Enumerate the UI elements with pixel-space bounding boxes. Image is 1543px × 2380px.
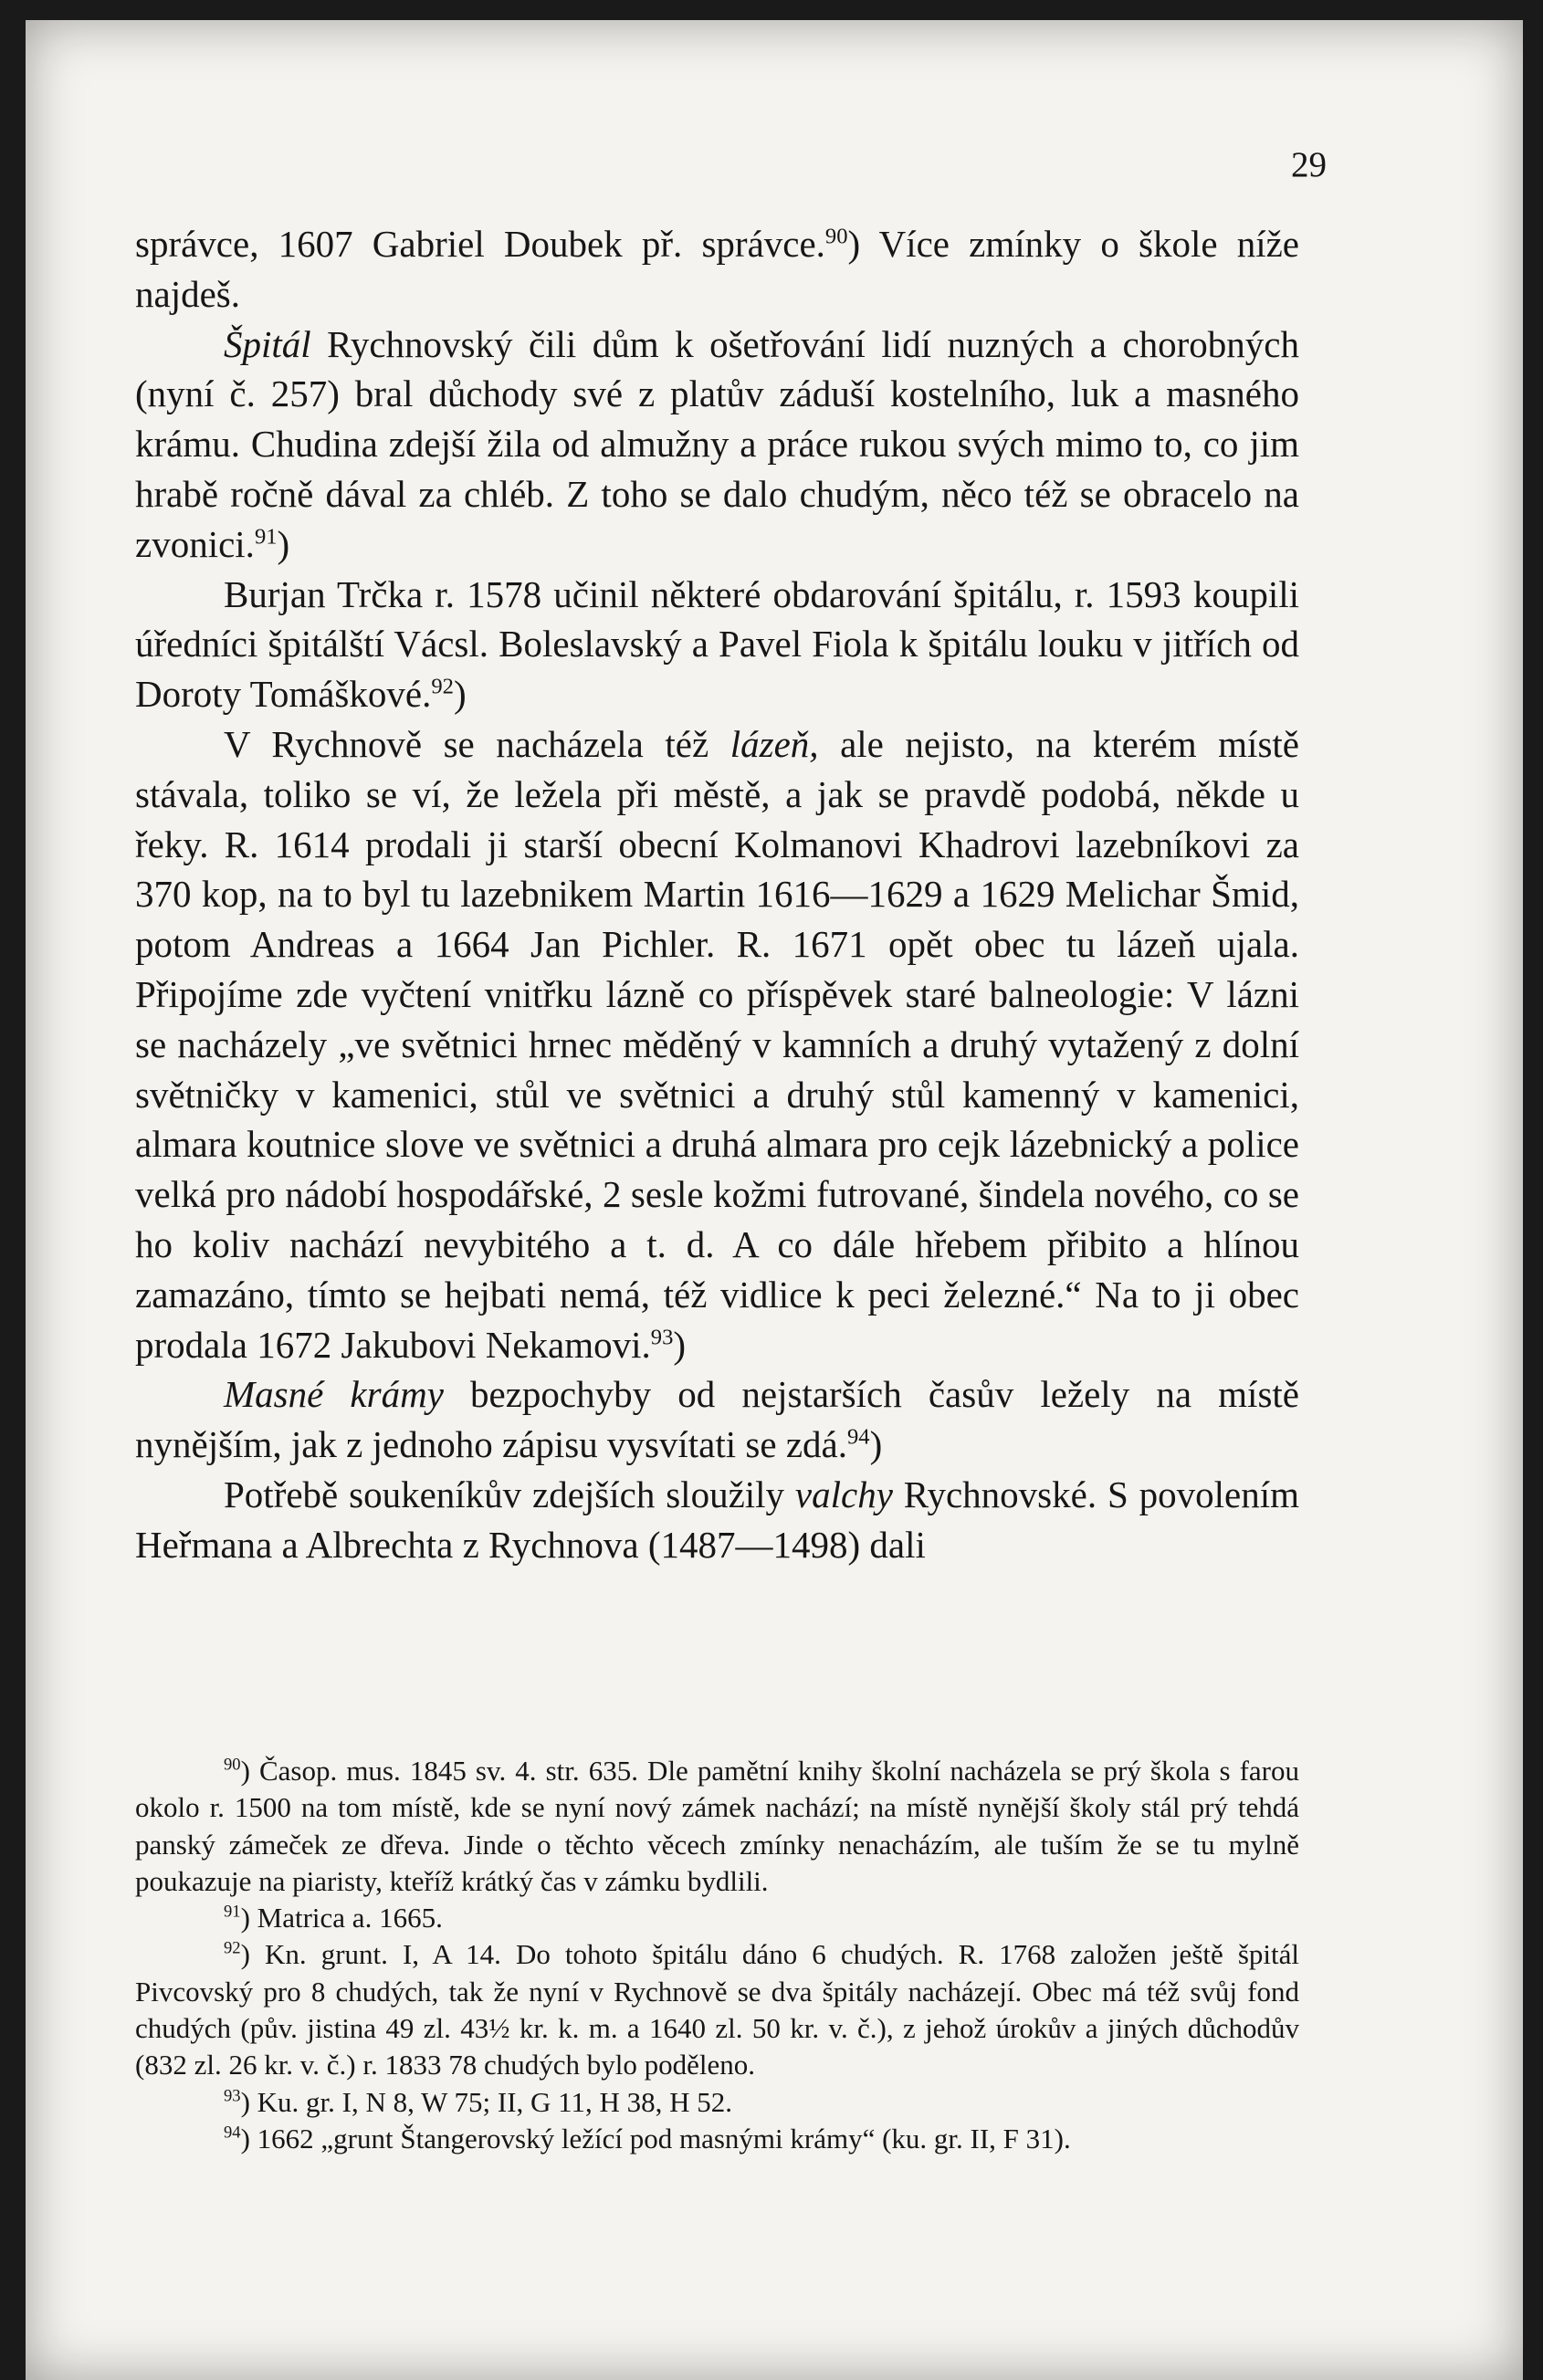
footnote-marker: 92 [224,1939,241,1959]
italic-term: valchy [794,1473,893,1515]
text-run: bezpochyby od nejstarších časův ležely na místě nynějším, jak z jednoho zápisu vysvítati se zdá. [135,1373,1299,1466]
paragraph-p4 [135,719,1299,1369]
paragraph-p3 [135,570,1299,719]
footnote-fn93 [135,2084,1299,2121]
text-run: správce, 1607 Gabriel Doubek př. správce. [135,223,825,265]
text-run: Burjan Trčka r. 1578 učinil některé obdarování špitálu, r. 1593 koupili úředníci špitálští Vácsl. Boleslavský a Pavel Fiola k špitálu louku v jitřích od Doroty Tomáškové. [135,572,1299,716]
text-run: ) Ku. gr. I, N 8, W 75; II, G 11, H 38, H 52. [240,2085,733,2118]
footnote-fn90 [135,1753,1299,1900]
text-run: ) Časop. mus. 1845 sv. 4. str. 635. Dle pamětní knihy školní nacházela se prý škola s farou okolo r. 1500 na tom místě, kde se nyní nový zámek nachází; na místě nynější školy stál prý tehdá panský zámeček ze dřeva. Jinde o těchto věcech zmínky nenacházím, ale tuším že se tu mylně poukazuje na piaristy, kteříž krátký čas v zámku bydlili. [135,1755,1299,1897]
text-run: ) Více zmínky o škole níže najdeš. [135,223,1299,315]
page-number: 29 [1291,145,1327,184]
footnote-marker: 90 [224,1755,241,1775]
footnote-fn91 [135,1900,1299,1936]
footnote-marker: 94 [224,2123,241,2143]
footnote-marker: 92 [431,674,454,699]
text-run: ) [869,1423,883,1466]
text-run: Rychnovský čili dům k ošetřování lidí nuzných a chorobných (nyní č. 257) bral důchody své z platův záduší kostelního, luk a masného krámu. Chudina zdejší žila od almužny a práce rukou svých mimo to, co jim hrabě ročně dával za chléb. Z toho se dalo chudým, něco též se obracelo na zvonici. [135,322,1299,565]
italic-term: Masné krámy [224,1373,444,1416]
text-run: V Rychnově se nacházela též [224,722,730,765]
text-run: ) 1662 „grunt Štangerovský ležící pod masnými krámy“ (ku. gr. II, F 31). [240,2122,1071,2155]
paragraph-p2 [135,320,1299,570]
paragraph-p5 [135,1369,1299,1470]
footnote-marker: 94 [846,1424,870,1450]
text-run: Rychnovské. S povolením Heřmana a Albrechta z Rychnova (1487—1498) dali [135,1473,1299,1566]
footnote-marker: 91 [224,1902,241,1922]
text-run: ) [453,673,467,716]
text-run: ale nejisto, na kterém místě stávala, toliko se ví, že ležela při městě, a jak se pravdě podobá, někde u řeky. R. 1614 prodali ji starší obecní Kolmanovi Khadrovi lazebníkovi za 370 kop, na to byl tu lazebnikem Martin 1616—1629 a 1629 Melichar Šmid, potom Andreas a 1664 Jan Pichler. R. 1671 opět obec tu lázeň ujala. Připojíme zde vyčtení vnitřku lázně co příspěvek staré balneologie: V lázni se nacházely „ve světnici hrnec měděný v kamních a druhý vytažený z dolní světničky v kamenici, stůl ve světnici a druhý stůl kamenný v kamenici, almara koutnice slove ve světnici a druhá almara pro cejk lázebnický a police velká pro nádobí hospodářské, 2 sesle kožmi futrované, šindela nového, co se ho koliv nachází nevybitého a t. d. A co dále hřebem přibito a hlínou zamazáno, tímto se hejbati nemá, též vidlice k peci železné.“ Na to ji obec prodala 1672 Jakubovi Nekamovi. [135,722,1299,1366]
text-run: Potřebě soukeníkův zdejších sloužily [224,1473,795,1515]
footnotes [135,1753,1299,2157]
text-run: ) [277,522,290,565]
footnote-marker: 93 [650,1324,674,1349]
footnote-fn94 [135,2121,1299,2157]
paragraph-p6 [135,1470,1299,1570]
main-text [135,219,1299,1570]
text-run: ) Matrica a. 1665. [240,1902,443,1934]
text-run: ) Kn. grunt. I, A 14. Do tohoto špitálu dáno 6 chudých. R. 1768 založen ještě špitál Pivcovský pro 8 chudých, tak že nyní v Rychnově se dva špitály nacházejí. Obec má též svůj fond chudých (pův. jistina 49 zl. 43½ kr. k. m. a 1640 zl. 50 kr. v. č.), z jehož úrokův a jiných důchodův (832 zl. 26 kr. v. č.) r. 1833 78 chudých bylo poděleno. [135,1938,1299,2081]
footnote-fn92 [135,1936,1299,2083]
italic-term: lázeň, [730,722,819,765]
italic-term: Špitál [224,322,311,365]
footnote-marker: 93 [224,2086,241,2106]
footnote-marker: 91 [254,524,278,550]
paragraph-p1 [135,219,1299,320]
footnote-marker: 90 [824,224,848,249]
text-run: ) [673,1323,687,1366]
